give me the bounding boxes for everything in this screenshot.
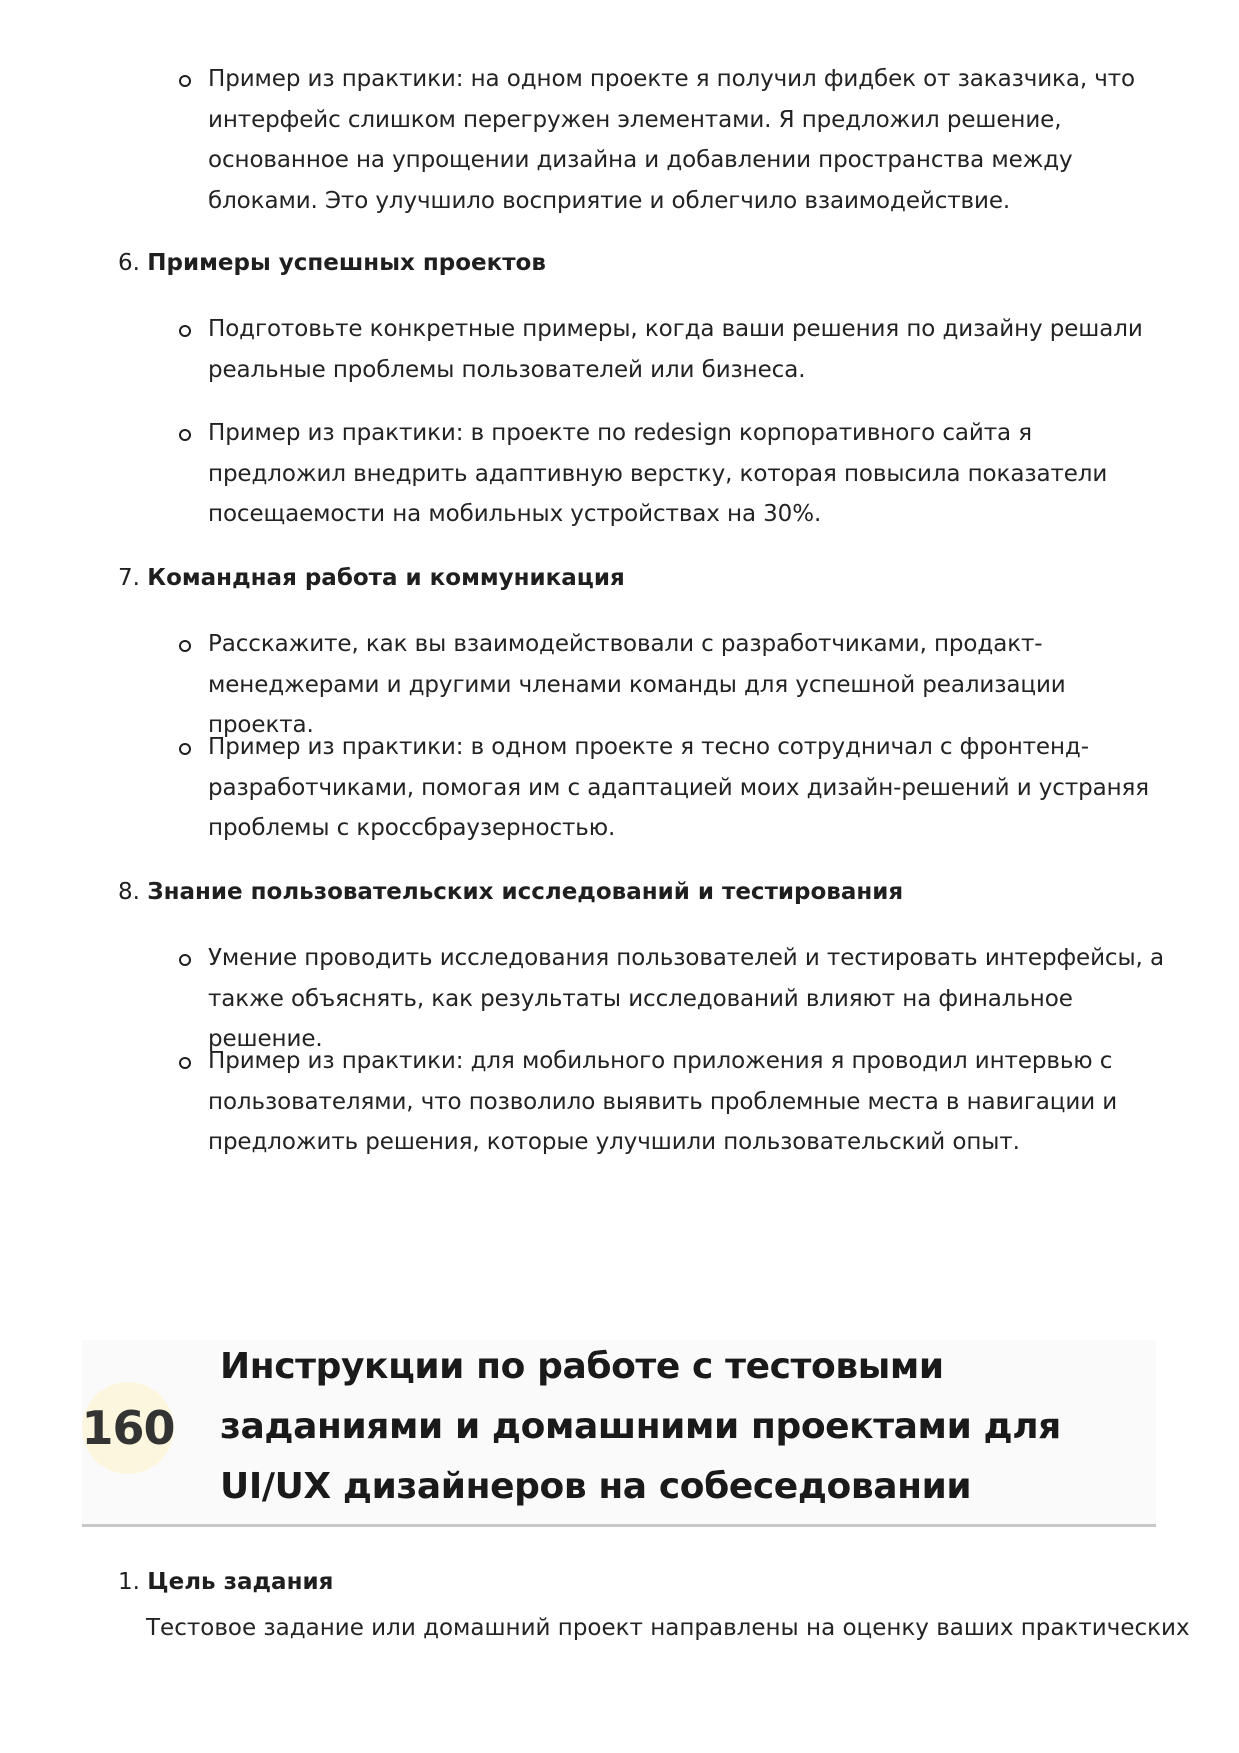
list-item-title: Знание пользовательских исследований и тестирования bbox=[147, 879, 904, 905]
list-item-number: 1. bbox=[118, 1569, 140, 1595]
list-item-heading bbox=[118, 1562, 333, 1602]
section-title: Инструкции по работе с тестовыми заданиями и домашними проектами для UI/UX дизайнеров на собеседовании bbox=[220, 1346, 1061, 1507]
hollow-circle-bullet-icon bbox=[179, 954, 191, 966]
list-item-number: 6. bbox=[118, 250, 140, 276]
hollow-circle-bullet-icon bbox=[179, 75, 191, 87]
subitem-text: Подготовьте конкретные примеры, когда ваши решения по дизайну решали реальные проблемы пользователей или бизнеса. bbox=[208, 316, 1143, 383]
list-item-number: 7. bbox=[118, 565, 140, 591]
list-item-number: 8. bbox=[118, 879, 140, 905]
subitem-text: Расскажите, как вы взаимодействовали с разработчиками, продакт-менеджерами и другими членами команды для успешной реализации проекта. bbox=[208, 631, 1066, 738]
section-divider bbox=[82, 1524, 1156, 1527]
list-item-heading bbox=[118, 558, 625, 598]
hollow-circle-bullet-icon bbox=[179, 325, 191, 337]
list-item-heading bbox=[118, 243, 546, 283]
list-subitem bbox=[208, 413, 1168, 535]
list-item-title: Примеры успешных проектов bbox=[147, 250, 546, 276]
list-item-body: Тестовое задание или домашний проект направлены на оценку ваших практических bbox=[146, 1615, 1190, 1641]
hollow-circle-bullet-icon bbox=[179, 640, 191, 652]
hollow-circle-bullet-icon bbox=[179, 1057, 191, 1069]
subitem-text: Пример из практики: на одном проекте я получил фидбек от заказчика, что интерфейс слишком перегружен элементами. Я предложил решение, основанное на упрощении дизайна и добавлении пространства между блоками. Это улучшило восприятие и облегчило взаимодействие. bbox=[208, 66, 1136, 214]
subitem-text: Пример из практики: в одном проекте я тесно сотрудничал с фронтенд-разработчиками, помогая им с адаптацией моих дизайн-решений и устраняя проблемы с кроссбраузерностью. bbox=[208, 734, 1150, 841]
list-subitem bbox=[208, 1041, 1168, 1163]
subitem-text: Пример из практики: в проекте по redesign корпоративного сайта я предложил внедрить адаптивную верстку, которая повысила показатели посещаемости на мобильных устройствах на 30%. bbox=[208, 420, 1108, 527]
list-subitem bbox=[208, 59, 1168, 221]
hollow-circle-bullet-icon bbox=[179, 429, 191, 441]
list-subitem bbox=[208, 309, 1168, 390]
list-item-title: Цель задания bbox=[147, 1569, 334, 1595]
list-item-title: Командная работа и коммуникация bbox=[147, 565, 625, 591]
hollow-circle-bullet-icon bbox=[179, 743, 191, 755]
subitem-text: Пример из практики: для мобильного приложения я проводил интервью с пользователями, что позволило выявить проблемные места в навигации и предложить решения, которые улучшили пользовательский опыт. bbox=[208, 1048, 1118, 1155]
subitem-text: Умение проводить исследования пользователей и тестировать интерфейсы, а также объяснять, как результаты исследований влияют на финальное решение. bbox=[208, 945, 1164, 1052]
list-subitem bbox=[208, 727, 1168, 849]
list-item-heading bbox=[118, 872, 903, 912]
section-number-badge: 160 bbox=[82, 1382, 174, 1474]
